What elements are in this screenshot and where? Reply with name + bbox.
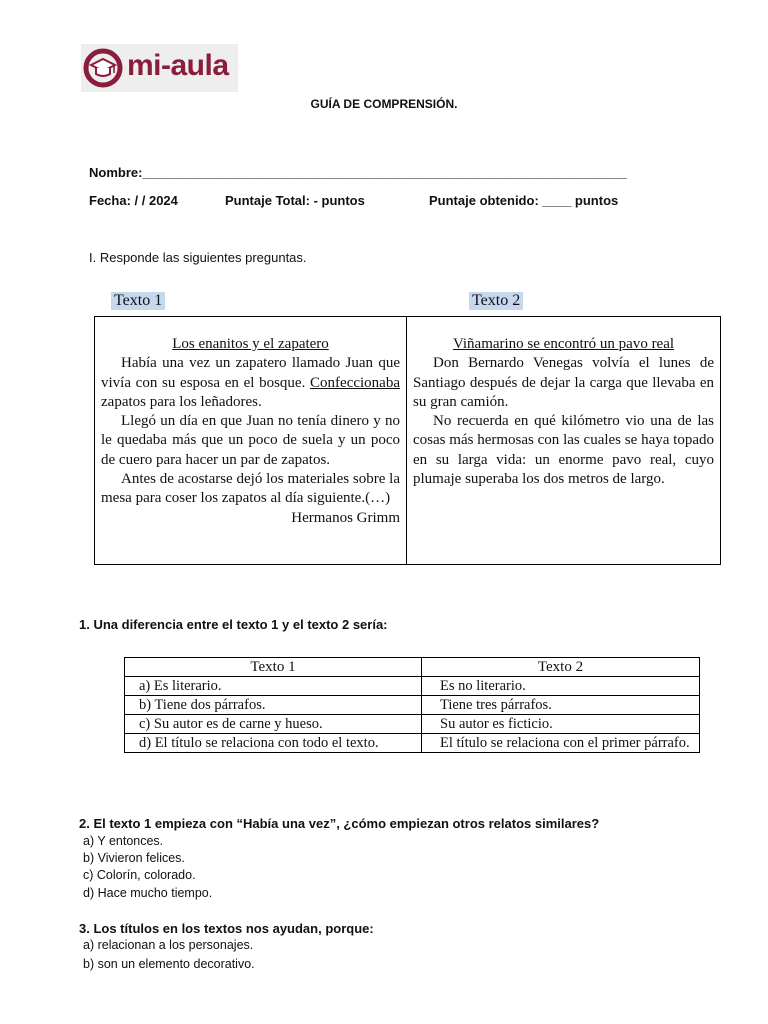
q2-option-c: c) Colorín, colorado. <box>83 868 196 882</box>
texto2-passage <box>407 317 720 564</box>
nombre-field: Nombre:___________________________________________________________________ <box>89 165 627 180</box>
texto1-paragraph-2: Llegó un día en que Juan no tenía dinero y no le quedaba más que un poco de suela y un poco de cuero para hacer un par de zapatos. <box>101 413 400 468</box>
puntaje-total: Puntaje Total: - puntos <box>225 193 365 208</box>
table-header: Texto 1 <box>125 658 422 677</box>
mi-aula-logo <box>81 44 238 92</box>
page-title: GUÍA DE COMPRENSIÓN. <box>310 97 458 111</box>
table-cell: b) Tiene dos párrafos. <box>125 696 422 715</box>
table-header-row <box>125 658 700 677</box>
table-cell: Es no literario. <box>422 677 700 696</box>
fecha-field: Fecha: / / 2024 <box>89 193 178 208</box>
table-cell: a) Es literario. <box>125 677 422 696</box>
texto1-paragraph-3: Antes de acostarse dejó los materiales sobre la mesa para coser los zapatos al día siguiente.(…) <box>101 471 400 507</box>
logo-text: mi-aula <box>127 49 229 82</box>
table-cell: Su autor es ficticio. <box>422 715 700 734</box>
graduation-cap-icon <box>83 48 125 88</box>
instruction: I. Responde las siguientes preguntas. <box>89 250 307 265</box>
table-row <box>125 677 700 696</box>
comparison-table <box>124 657 700 753</box>
table-cell: c) Su autor es de carne y hueso. <box>125 715 422 734</box>
q2-option-d: d) Hace mucho tiempo. <box>83 886 213 900</box>
table-row <box>125 696 700 715</box>
table-header: Texto 2 <box>422 658 700 677</box>
texto2-paragraph-1: Don Bernardo Venegas volvía el lunes de Santiago después de dejar la carga que llevaba en su gran camión. <box>413 355 714 410</box>
q2-option-b: b) Vivieron felices. <box>83 851 185 865</box>
texto2-title: Viñamarino se encontró un pavo real <box>452 336 675 352</box>
table-cell: Tiene tres párrafos. <box>422 696 700 715</box>
question-3: 3. Los títulos en los textos nos ayudan, porque: <box>79 921 374 936</box>
q3-option-a: a) relacionan a los personajes. <box>83 938 254 952</box>
underlined-word: Confeccionaba <box>310 374 400 391</box>
table-row <box>125 715 700 734</box>
texto2-label: Texto 2 <box>469 292 523 310</box>
texto1-label: Texto 1 <box>111 292 165 310</box>
texto1-author: Hermanos Grimm <box>291 509 400 526</box>
table-cell: El título se relaciona con el primer párrafo. <box>422 734 700 753</box>
puntaje-obtenido: Puntaje obtenido: ____ puntos <box>429 193 619 208</box>
texto1-title: Los enanitos y el zapatero <box>172 336 329 352</box>
q3-option-b: b) son un elemento decorativo. <box>83 957 255 971</box>
texto1-passage <box>95 317 407 564</box>
q2-option-a: a) Y entonces. <box>83 834 164 848</box>
table-cell: d) El título se relaciona con todo el texto. <box>125 734 422 753</box>
texto1-paragraph-1: Había una vez un zapatero llamado Juan que vivía con su esposa en el bosque. Confeccionaba zapatos para los leñadores. <box>101 355 400 410</box>
passages-table <box>94 316 721 565</box>
texto2-paragraph-2: No recuerda en qué kilómetro vio una de las cosas más hermosas con las cuales se haya topado en su larga vida: un enorme pavo real, cuyo plumaje superaba los dos metros de largo. <box>413 413 714 488</box>
question-1: 1. Una diferencia entre el texto 1 y el texto 2 sería: <box>79 617 388 632</box>
question-2: 2. El texto 1 empieza con “Había una vez”, ¿cómo empiezan otros relatos similares? <box>79 816 600 831</box>
table-row <box>125 734 700 753</box>
